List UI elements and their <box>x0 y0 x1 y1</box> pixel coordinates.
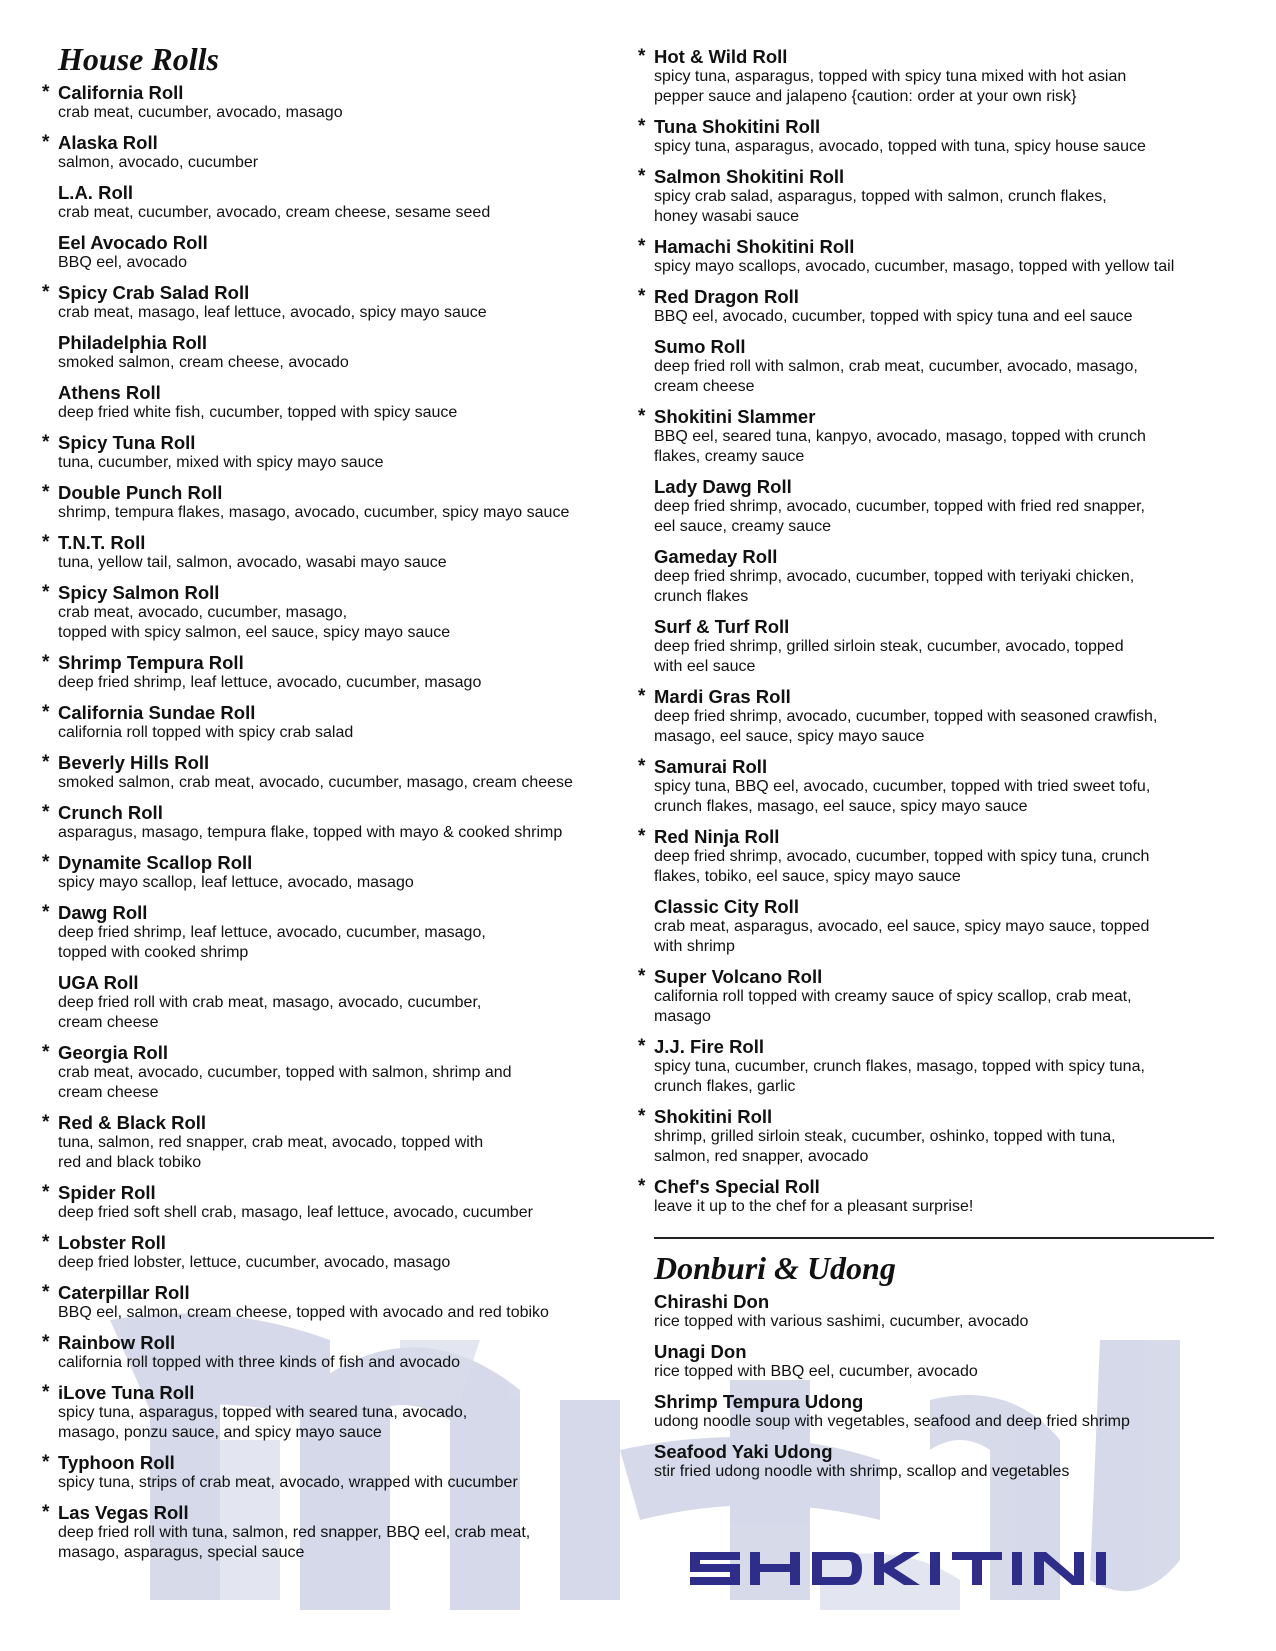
menu-item <box>42 382 632 423</box>
menu-item-name: Rainbow Roll <box>58 1332 176 1353</box>
menu-item <box>638 756 1248 817</box>
left-column <box>42 40 632 1572</box>
menu-item-name: Dynamite Scallop Roll <box>58 852 253 873</box>
menu-item-description: shrimp, tempura flakes, masago, avocado, cucumber, spicy mayo sauce <box>58 504 570 521</box>
menu-item <box>42 1332 632 1373</box>
menu-item <box>42 332 632 373</box>
donburi-list <box>638 1291 1248 1482</box>
menu-item-name: J.J. Fire Roll <box>654 1036 765 1057</box>
menu-item <box>42 82 632 123</box>
signature-star-icon: * <box>638 1176 646 1197</box>
menu-item-name: Red Ninja Roll <box>654 826 780 847</box>
menu-item-description: deep fried shrimp, grilled sirloin steak, cucumber, avocado, topped with eel sauce <box>654 638 1124 675</box>
menu-item <box>638 546 1248 607</box>
menu-item <box>42 582 632 643</box>
menu-item <box>638 1106 1248 1167</box>
signature-star-icon: * <box>638 826 646 847</box>
menu-item-name: California Sundae Roll <box>58 702 256 723</box>
signature-star-icon: * <box>42 652 50 673</box>
signature-star-icon: * <box>42 1282 50 1303</box>
menu-item-description: tuna, yellow tail, salmon, avocado, wasabi mayo sauce <box>58 554 447 571</box>
menu-item-name: Spider Roll <box>58 1182 156 1203</box>
signature-star-icon: * <box>638 166 646 187</box>
menu-item <box>638 406 1248 467</box>
signature-star-icon: * <box>42 582 50 603</box>
signature-star-icon: * <box>42 1112 50 1133</box>
menu-item <box>638 286 1248 327</box>
menu-item-description: BBQ eel, salmon, cream cheese, topped with avocado and red tobiko <box>58 1304 549 1321</box>
menu-item-name: Samurai Roll <box>654 756 768 777</box>
menu-item-description: deep fried roll with crab meat, masago, avocado, cucumber, cream cheese <box>58 994 482 1031</box>
menu-item <box>638 1441 1248 1482</box>
menu-item-name: UGA Roll <box>58 972 139 993</box>
menu-item-description: spicy tuna, asparagus, topped with seared tuna, avocado, masago, ponzu sauce, and spicy mayo sauce <box>58 1404 468 1441</box>
menu-item <box>42 432 632 473</box>
menu-item-description: deep fried soft shell crab, masago, leaf lettuce, avocado, cucumber <box>58 1204 533 1221</box>
menu-item-description: smoked salmon, crab meat, avocado, cucumber, masago, cream cheese <box>58 774 573 791</box>
menu-item-name: L.A. Roll <box>58 182 134 203</box>
menu-item <box>638 116 1248 157</box>
menu-item <box>638 1341 1248 1382</box>
menu-item-description: shrimp, grilled sirloin steak, cucumber, oshinko, topped with tuna, salmon, red snapper, avocado <box>654 1128 1116 1165</box>
menu-item-description: spicy mayo scallops, avocado, cucumber, masago, topped with yellow tail <box>654 258 1175 275</box>
signature-star-icon: * <box>42 902 50 923</box>
menu-item-name: Spicy Salmon Roll <box>58 582 220 603</box>
menu-item-name: Mardi Gras Roll <box>654 686 791 707</box>
menu-item-name: Alaska Roll <box>58 132 158 153</box>
menu-item-name: Super Volcano Roll <box>654 966 823 987</box>
menu-item <box>42 232 632 273</box>
menu-item-name: Shokitini Roll <box>654 1106 773 1127</box>
menu-item-name: Dawg Roll <box>58 902 148 923</box>
menu-item-description: crab meat, cucumber, avocado, cream cheese, sesame seed <box>58 204 491 221</box>
signature-star-icon: * <box>638 1036 646 1057</box>
menu-item-name: Surf & Turf Roll <box>654 616 790 637</box>
menu-item <box>42 1382 632 1443</box>
signature-star-icon: * <box>42 1502 50 1523</box>
menu-item-name: Crunch Roll <box>58 802 163 823</box>
menu-item <box>42 852 632 893</box>
menu-item-name: Tuna Shokitini Roll <box>654 116 821 137</box>
menu-item <box>638 1291 1248 1332</box>
menu-item-description: deep fried shrimp, avocado, cucumber, topped with teriyaki chicken, crunch flakes <box>654 568 1135 605</box>
menu-item-description: california roll topped with three kinds of fish and avocado <box>58 1354 461 1371</box>
signature-star-icon: * <box>638 236 646 257</box>
menu-item-description: spicy tuna, asparagus, avocado, topped with tuna, spicy house sauce <box>654 138 1146 155</box>
signature-star-icon: * <box>42 1332 50 1353</box>
menu-item <box>638 616 1248 677</box>
menu-item-description: deep fried shrimp, leaf lettuce, avocado, cucumber, masago, topped with cooked shrimp <box>58 924 486 961</box>
signature-star-icon: * <box>42 802 50 823</box>
menu-item-name: Lobster Roll <box>58 1232 166 1253</box>
menu-item-name: Double Punch Roll <box>58 482 223 503</box>
right-column <box>638 46 1248 1491</box>
menu-item <box>42 752 632 793</box>
menu-item-name: California Roll <box>58 82 184 103</box>
menu-item <box>42 972 632 1033</box>
menu-item <box>638 1036 1248 1097</box>
signature-star-icon: * <box>42 852 50 873</box>
signature-star-icon: * <box>42 1042 50 1063</box>
menu-item <box>42 802 632 843</box>
signature-star-icon: * <box>42 1182 50 1203</box>
menu-item-name: Classic City Roll <box>654 896 799 917</box>
menu-item <box>638 1176 1248 1217</box>
menu-item-name: Hamachi Shokitini Roll <box>654 236 855 257</box>
menu-item-description: tuna, salmon, red snapper, crab meat, avocado, topped with red and black tobiko <box>58 1134 484 1171</box>
menu-item-description: tuna, cucumber, mixed with spicy mayo sauce <box>58 454 384 471</box>
signature-star-icon: * <box>42 1382 50 1403</box>
menu-item-name: Red Dragon Roll <box>654 286 799 307</box>
menu-item-description: stir fried udong noodle with shrimp, scallop and vegetables <box>654 1463 1070 1480</box>
menu-item <box>42 702 632 743</box>
house-rolls-list <box>42 82 632 1563</box>
menu-item-description: spicy tuna, strips of crab meat, avocado, wrapped with cucumber <box>58 1474 518 1491</box>
menu-item <box>638 166 1248 227</box>
signature-star-icon: * <box>42 1232 50 1253</box>
menu-item <box>42 1232 632 1273</box>
menu-item <box>42 482 632 523</box>
menu-item-description: crab meat, avocado, cucumber, topped with salmon, shrimp and cream cheese <box>58 1064 512 1101</box>
menu-item <box>42 652 632 693</box>
signature-star-icon: * <box>638 756 646 777</box>
menu-item-description: spicy tuna, asparagus, topped with spicy tuna mixed with hot asian pepper sauce and jalapeno {caution: order at your own risk} <box>654 68 1127 105</box>
menu-item-name: Philadelphia Roll <box>58 332 208 353</box>
menu-item <box>638 896 1248 957</box>
menu-item <box>638 46 1248 107</box>
menu-item-name: Sumo Roll <box>654 336 746 357</box>
menu-item <box>638 686 1248 747</box>
menu-item <box>42 1502 632 1563</box>
shokitini-logo <box>690 1540 1210 1590</box>
menu-item-description: deep fried shrimp, leaf lettuce, avocado, cucumber, masago <box>58 674 482 691</box>
section-divider <box>654 1237 1214 1239</box>
menu-item-description: asparagus, masago, tempura flake, topped with mayo & cooked shrimp <box>58 824 563 841</box>
menu-item-name: Unagi Don <box>654 1341 747 1362</box>
signature-star-icon: * <box>42 752 50 773</box>
menu-item-description: deep fried shrimp, avocado, cucumber, topped with fried red snapper, eel sauce, creamy sauce <box>654 498 1145 535</box>
menu-item-description: BBQ eel, seared tuna, kanpyo, avocado, masago, topped with crunch flakes, creamy sauce <box>654 428 1146 465</box>
menu-item-description: leave it up to the chef for a pleasant surprise! <box>654 1198 974 1215</box>
menu-item-name: Athens Roll <box>58 382 161 403</box>
signature-star-icon: * <box>42 432 50 453</box>
signature-star-icon: * <box>42 132 50 153</box>
menu-item-description: spicy tuna, cucumber, crunch flakes, masago, topped with spicy tuna, crunch flakes, garlic <box>654 1058 1145 1095</box>
signature-star-icon: * <box>42 482 50 503</box>
donburi-title: Donburi & Udong <box>654 1250 896 1286</box>
menu-item-name: Shrimp Tempura Roll <box>58 652 244 673</box>
house-rolls-title: House Rolls <box>58 41 219 77</box>
signature-star-icon: * <box>638 686 646 707</box>
menu-item-name: Seafood Yaki Udong <box>654 1441 833 1462</box>
menu-item <box>42 132 632 173</box>
menu-item-name: Salmon Shokitini Roll <box>654 166 845 187</box>
menu-item-description: spicy tuna, BBQ eel, avocado, cucumber, topped with tried sweet tofu, crunch flakes, masago, eel sauce, spicy mayo sauce <box>654 778 1151 815</box>
menu-item-name: Caterpillar Roll <box>58 1282 190 1303</box>
menu-item-name: Hot & Wild Roll <box>654 46 788 67</box>
menu-item-name: Beverly Hills Roll <box>58 752 210 773</box>
menu-item-description: BBQ eel, avocado, cucumber, topped with spicy tuna and eel sauce <box>654 308 1133 325</box>
menu-item-name: Red & Black Roll <box>58 1112 207 1133</box>
signature-star-icon: * <box>638 46 646 67</box>
menu-item-name: Spicy Crab Salad Roll <box>58 282 250 303</box>
menu-item-name: Eel Avocado Roll <box>58 232 208 253</box>
menu-item-description: deep fried roll with tuna, salmon, red snapper, BBQ eel, crab meat, masago, asparagus, special sauce <box>58 1524 531 1561</box>
menu-item-description: deep fried shrimp, avocado, cucumber, topped with seasoned crawfish, masago, eel sauce, spicy mayo sauce <box>654 708 1158 745</box>
menu-item-name: Las Vegas Roll <box>58 1502 189 1523</box>
menu-item-name: Shokitini Slammer <box>654 406 816 427</box>
menu-item-name: T.N.T. Roll <box>58 532 146 553</box>
signature-star-icon: * <box>42 532 50 553</box>
menu-item-description: smoked salmon, cream cheese, avocado <box>58 354 349 371</box>
menu-item <box>638 1391 1248 1432</box>
menu-item-description: crab meat, cucumber, avocado, masago <box>58 104 343 121</box>
menu-item-description: rice topped with BBQ eel, cucumber, avocado <box>654 1363 978 1380</box>
menu-item <box>638 826 1248 887</box>
menu-item-name: Typhoon Roll <box>58 1452 175 1473</box>
menu-item-description: spicy mayo scallop, leaf lettuce, avocado, masago <box>58 874 414 891</box>
menu-item-name: Spicy Tuna Roll <box>58 432 196 453</box>
menu-item-name: Shrimp Tempura Udong <box>654 1391 864 1412</box>
menu-item <box>42 1042 632 1103</box>
signature-star-icon: * <box>638 116 646 137</box>
menu-item-description: california roll topped with creamy sauce of spicy scallop, crab meat, masago <box>654 988 1132 1025</box>
menu-item-name: Chirashi Don <box>654 1291 770 1312</box>
signature-star-icon: * <box>42 1452 50 1473</box>
menu-item <box>638 236 1248 277</box>
menu-item <box>42 182 632 223</box>
menu-item <box>638 336 1248 397</box>
menu-item-description: crab meat, asparagus, avocado, eel sauce, spicy mayo sauce, topped with shrimp <box>654 918 1150 955</box>
menu-item-description: BBQ eel, avocado <box>58 254 187 271</box>
menu-item <box>42 902 632 963</box>
menu-item-description: deep fried shrimp, avocado, cucumber, topped with spicy tuna, crunch flakes, tobiko, eel sauce, spicy mayo sauce <box>654 848 1150 885</box>
signature-star-icon: * <box>638 406 646 427</box>
menu-item-description: california roll topped with spicy crab salad <box>58 724 354 741</box>
signature-star-icon: * <box>42 82 50 103</box>
signature-star-icon: * <box>42 282 50 303</box>
house-rolls-continued-list <box>638 46 1248 1217</box>
menu-item-description: rice topped with various sashimi, cucumber, avocado <box>654 1313 1029 1330</box>
menu-item-name: Gameday Roll <box>654 546 778 567</box>
menu-item-description: salmon, avocado, cucumber <box>58 154 259 171</box>
menu-item-description: deep fried white fish, cucumber, topped with spicy sauce <box>58 404 458 421</box>
menu-item <box>42 1112 632 1173</box>
menu-item <box>42 282 632 323</box>
menu-item-name: Chef's Special Roll <box>654 1176 820 1197</box>
signature-star-icon: * <box>42 702 50 723</box>
menu-item-description: deep fried roll with salmon, crab meat, cucumber, avocado, masago, cream cheese <box>654 358 1138 395</box>
menu-item <box>638 966 1248 1027</box>
signature-star-icon: * <box>638 286 646 307</box>
menu-item <box>42 532 632 573</box>
signature-star-icon: * <box>638 1106 646 1127</box>
menu-item-name: Georgia Roll <box>58 1042 168 1063</box>
menu-item-description: crab meat, avocado, cucumber, masago, topped with spicy salmon, eel sauce, spicy mayo sauce <box>58 604 451 641</box>
menu-item <box>638 476 1248 537</box>
menu-item-name: iLove Tuna Roll <box>58 1382 195 1403</box>
menu-item <box>42 1282 632 1323</box>
menu-item <box>42 1182 632 1223</box>
menu-item-name: Lady Dawg Roll <box>654 476 792 497</box>
menu-item-description: deep fried lobster, lettuce, cucumber, avocado, masago <box>58 1254 451 1271</box>
menu-item-description: crab meat, masago, leaf lettuce, avocado, spicy mayo sauce <box>58 304 487 321</box>
menu-item-description: spicy crab salad, asparagus, topped with salmon, crunch flakes, honey wasabi sauce <box>654 188 1107 225</box>
menu-item <box>42 1452 632 1493</box>
menu-item-description: udong noodle soup with vegetables, seafood and deep fried shrimp <box>654 1413 1130 1430</box>
signature-star-icon: * <box>638 966 646 987</box>
